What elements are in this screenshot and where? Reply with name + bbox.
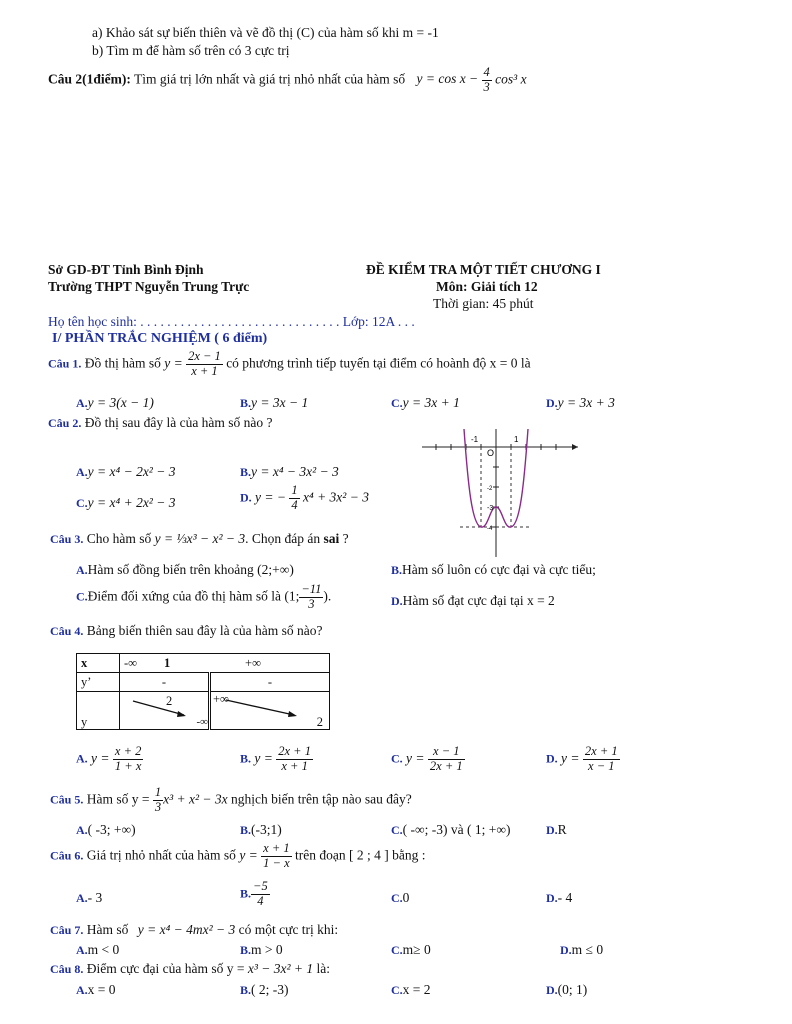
q3-label: Câu 3. [50, 532, 84, 546]
frac-num: 2x − 1 [188, 349, 221, 363]
option-fraction [113, 745, 143, 774]
option-text: m≥ 0 [402, 942, 431, 957]
option-label: D. [546, 891, 558, 905]
q5-fraction [153, 786, 163, 815]
option-fraction [289, 484, 299, 513]
q8-option-a[interactable] [76, 982, 116, 998]
q1-pre: Đồ thị hàm số [84, 355, 161, 371]
option-label: B. [391, 563, 403, 577]
frac-num: x − 1 [428, 745, 465, 760]
q1-fraction [186, 350, 223, 379]
option-label: A. [76, 563, 88, 577]
y-tick-label-1: -2 [487, 486, 493, 492]
prev-q2-formula-lhs: y = cos x − [416, 71, 479, 87]
exam-title: ĐỀ KIỂM TRA MỘT TIẾT CHƯƠNG I [366, 262, 601, 277]
frac-den: 1 + x [114, 758, 142, 773]
q1-option-a[interactable] [76, 395, 154, 411]
q8-option-c[interactable] [391, 982, 431, 998]
table-arrows [76, 653, 326, 733]
option-label: D. [391, 594, 403, 608]
y-left-start: 2 [166, 694, 173, 708]
q5-post: nghịch biến trên tập nào sau đây? [231, 791, 412, 807]
option-label: C. [76, 589, 88, 604]
q6-option-d[interactable] [546, 890, 572, 906]
option-label: A. [76, 943, 88, 957]
q3-tail: ? [342, 531, 349, 546]
q2-option-d[interactable] [240, 484, 369, 513]
q6-option-b[interactable] [240, 880, 270, 909]
arrow-head-left [177, 711, 186, 717]
option-text: x = 0 [87, 982, 116, 997]
q5-option-c[interactable] [391, 822, 511, 838]
prev-item-b: b) Tìm m để hàm số trên có 3 cực trị [92, 43, 290, 58]
frac-num: −5 [253, 879, 268, 893]
q6-option-c[interactable] [391, 890, 409, 906]
option-text: (-3;1) [251, 822, 282, 837]
q5-label: Câu 5. [50, 792, 84, 807]
option-text: Hàm số đạt cực đại tại x = 2 [402, 593, 555, 608]
question-2 [48, 415, 273, 431]
q6-post: trên đoạn [ 2 ; 4 ] bằng : [295, 847, 426, 863]
q3-post: . Chọn đáp án [245, 531, 321, 546]
cell-yprime-left: - [120, 673, 210, 692]
option-text: - 4 [557, 890, 573, 905]
frac-num: x + 2 [114, 744, 142, 758]
frac-num: −11 [301, 582, 322, 596]
question-1: Câu 1. Đồ thị hàm số y = $\frac{2x - 1}{x + 1}$ có phương trình tiếp tuyến tại điểm có hoành độ x = 0 là [48, 349, 531, 378]
q7-label: Câu 7. [50, 923, 84, 937]
y-tick-label-3: -4 [487, 526, 493, 532]
prev-q2-formula-rhs: cos³ x [495, 71, 527, 87]
option-text: ( 2; -3) [251, 982, 289, 997]
frac-den: 4 [291, 497, 298, 512]
q7-option-c[interactable] [391, 942, 431, 958]
frac-num: 2x + 1 [584, 744, 618, 758]
option-label: B. [240, 396, 252, 410]
option-label: D. [546, 983, 558, 997]
prev-q2-fraction [482, 66, 492, 95]
option-label: A. [76, 891, 88, 905]
prev-q2-text: Tìm giá trị lớn nhất và giá trị nhỏ nhất của hàm số [134, 71, 406, 87]
option-text: Hàm số luôn có cực đại và cực tiểu; [402, 562, 596, 577]
student-info-line: Họ tên học sinh: . . . . . . . . . . . . . . . . . . . . . . . . . . . . . . Lớp: 12A . . . [48, 314, 415, 329]
frac-num: 4 [483, 65, 490, 79]
option-text: Hàm số đồng biến trên khoảng (2;+∞) [87, 562, 294, 577]
q8-pre: Điểm cực đại của hàm số y = [86, 961, 245, 976]
q2-option-b[interactable] [240, 464, 339, 480]
option-text: ( -∞; -3) và ( 1; +∞) [402, 822, 511, 837]
option-text: y = x⁴ + 2x² − 3 [87, 495, 176, 510]
option-label: C. [391, 823, 403, 837]
frac-den: 2x + 1 [429, 758, 463, 773]
q7-option-a[interactable] [76, 942, 119, 958]
decrease-arrow-right [226, 700, 294, 715]
question-6: Câu 6. Giá trị nhỏ nhất của hàm số y = $\frac{x + 1}{1 - x}$ trên đoạn [ 2 ; 4 ] bằng : [50, 841, 426, 870]
q4-option-b[interactable]: B. y = $\frac{2x + 1}{x + 1}$ [240, 744, 311, 773]
option-text: y = 3x + 3 [557, 395, 615, 410]
q3-formula: y = ⅓x³ − x² − 3 [154, 531, 246, 546]
question-3 [50, 531, 349, 547]
frac-num: 2x + 1 [278, 744, 311, 758]
option-text: m > 0 [251, 942, 283, 957]
option-fraction [276, 745, 313, 774]
cell-y-header: y [77, 692, 120, 730]
section-title: I/ PHẦN TRẮC NGHIỆM ( 6 điểm) [52, 331, 268, 346]
q3-pre: Cho hàm số [86, 531, 152, 546]
option-fraction [299, 583, 323, 612]
option-text: y = x⁴ − 2x² − 3 [87, 464, 176, 479]
frac-den: 3 [483, 79, 490, 94]
option-label: A. [76, 983, 88, 997]
q8-option-d[interactable] [546, 982, 587, 998]
q2-label: Câu 2. [48, 416, 82, 430]
frac-num: 1 [291, 483, 298, 497]
tick-label-1: 1 [514, 435, 519, 444]
frac-num: 1 [154, 785, 162, 799]
q4-option-d[interactable]: D. y = $\frac{2x + 1}{x - 1}$ [546, 744, 618, 773]
option-fraction [428, 745, 465, 774]
q8-post: là: [316, 961, 331, 976]
option-fraction [583, 745, 620, 774]
option-text: - 3 [87, 890, 103, 905]
q2-option-a[interactable] [76, 464, 175, 480]
tick-label-neg1: -1 [471, 435, 479, 444]
q1-post: có phương trình tiếp tuyến tại điểm có hoành độ x = 0 là [226, 355, 531, 371]
q5-option-d[interactable] [546, 822, 567, 838]
q5-option-b[interactable] [240, 822, 282, 838]
option-label: A. [76, 396, 88, 410]
cell-yprime-header: y’ [77, 673, 120, 692]
origin-label: O [487, 448, 495, 458]
question-8 [50, 961, 330, 977]
q1-option-d[interactable] [546, 395, 615, 411]
option-label: B. [240, 751, 252, 766]
x-axis-arrow [572, 444, 578, 450]
prev-item-a: a) Khảo sát sự biến thiên và vẽ đồ thị (C) của hàm số khi m = -1 [92, 25, 439, 40]
option-label: C. [76, 496, 88, 510]
option-label: D. [546, 751, 558, 766]
question-4 [50, 623, 323, 639]
frac-den: 1 − x [263, 855, 290, 870]
q4-text: Bảng biến thiên sau đây là của hàm số nào? [86, 623, 323, 638]
frac-den: 4 [257, 893, 264, 908]
exam-subject: Môn: Giải tích 12 [436, 279, 538, 294]
question-5 [50, 786, 412, 815]
option-label: C. [391, 396, 403, 410]
option-text: y = 3(x − 1) [87, 395, 154, 410]
option-label: B. [240, 983, 252, 997]
cell-x-header: x [77, 654, 120, 673]
exam-time: Thời gian: 45 phút [433, 296, 534, 311]
q2-option-c[interactable] [76, 495, 175, 511]
frac-den: 3 [308, 596, 315, 611]
q1-option-b[interactable] [240, 395, 308, 411]
option-text: m ≤ 0 [571, 942, 604, 957]
prev-q2-label: Câu 2(1điểm): [48, 71, 131, 87]
q1-label: Câu 1. [48, 356, 82, 371]
option-label: B. [240, 465, 252, 479]
option-label: C. [391, 943, 403, 957]
frac-den: x + 1 [281, 758, 308, 773]
option-text: x = 2 [402, 982, 431, 997]
q7-option-b[interactable] [240, 942, 283, 958]
cell-yprime-right: - [210, 673, 330, 692]
q4-option-c[interactable]: C. y = $\frac{x - 1}{2x + 1}$ [391, 744, 463, 773]
option-text: (0; 1) [557, 982, 588, 997]
option-text: y = 3x + 1 [402, 395, 460, 410]
x-one: 1 [164, 655, 171, 670]
q6-pre: Giá trị nhỏ nhất của hàm số [86, 847, 236, 863]
option-label: D. [546, 396, 558, 410]
prev-question-2 [48, 66, 527, 95]
header-dept: Sở GD-ĐT Tỉnh Bình Định [48, 262, 204, 277]
q3-bold: sai [323, 531, 340, 546]
q6-option-a[interactable] [76, 890, 102, 906]
option-text-pre: y = − [255, 489, 287, 505]
y-right-end: 2 [316, 714, 323, 729]
q5-formula: x³ + x² − 3x [163, 791, 228, 807]
q2-text: Đồ thị sau đây là của hàm số nào ? [84, 415, 273, 430]
decrease-arrow-left [133, 701, 184, 715]
option-text-pre: Điểm đối xứng của đồ thị hàm số là (1; [87, 588, 300, 604]
x-neg-inf: -∞ [124, 655, 138, 670]
variation-table [76, 653, 330, 730]
option-label: A. [76, 465, 88, 479]
q8-label: Câu 8. [50, 962, 84, 976]
q5-option-a[interactable] [76, 822, 136, 838]
option-label: B. [240, 886, 252, 901]
q3-option-a[interactable] [76, 562, 294, 578]
option-label: C. [391, 891, 403, 905]
y-tick-label-2: -3 [487, 505, 494, 512]
question-7 [50, 922, 338, 938]
option-label: D. [560, 943, 572, 957]
option-text: ( -3; +∞) [87, 822, 136, 837]
q7-option-d[interactable] [560, 942, 603, 958]
q6-fraction [261, 842, 291, 871]
q7-formula: y = x⁴ − 4mx² − 3 [137, 922, 236, 937]
q5-pre: Hàm số y = [86, 791, 150, 807]
option-text: 0 [402, 890, 410, 905]
frac-den: 3 [154, 799, 162, 814]
option-text-post: x⁴ + 3x² − 3 [303, 489, 369, 505]
option-text: y = 3x − 1 [251, 395, 309, 410]
arrow-head-right [288, 711, 297, 717]
q3-option-d[interactable] [391, 593, 555, 609]
option-label: A. [76, 751, 88, 766]
option-text: R [557, 822, 567, 837]
q8-option-b[interactable] [240, 982, 289, 998]
q7-pre: Hàm số [86, 922, 129, 937]
option-text: m < 0 [87, 942, 120, 957]
q4-option-a[interactable]: A. y = $\frac{x + 2}{1 + x}$ [76, 744, 142, 773]
option-label: D. [546, 823, 558, 837]
q6-label: Câu 6. [50, 848, 84, 863]
x-pos-inf: +∞ [245, 655, 261, 670]
option-fraction [251, 880, 270, 909]
q2-function-graph [420, 425, 580, 560]
q3-option-c[interactable] [76, 583, 331, 612]
q8-formula: x³ − 3x² + 1 [247, 961, 314, 976]
option-text: y = x⁴ − 3x² − 3 [251, 464, 339, 479]
option-label: D. [240, 490, 252, 505]
y-right-start: +∞ [213, 692, 229, 706]
y-left-end: -∞ [196, 716, 208, 729]
option-label: A. [76, 823, 88, 837]
header-school: Trường THPT Nguyễn Trung Trực [48, 279, 250, 294]
q4-label: Câu 4. [50, 624, 84, 638]
q1-option-c[interactable] [391, 395, 460, 411]
frac-den: x − 1 [588, 758, 615, 773]
option-label: C. [391, 983, 403, 997]
option-label: C. [391, 751, 403, 766]
q7-post: có một cực trị khi: [238, 922, 339, 937]
option-label: B. [240, 823, 252, 837]
frac-den: x + 1 [191, 363, 218, 378]
option-text-post: ). [323, 588, 332, 604]
option-label: B. [240, 943, 252, 957]
q3-option-b[interactable] [391, 562, 596, 578]
frac-num: x + 1 [263, 841, 290, 855]
